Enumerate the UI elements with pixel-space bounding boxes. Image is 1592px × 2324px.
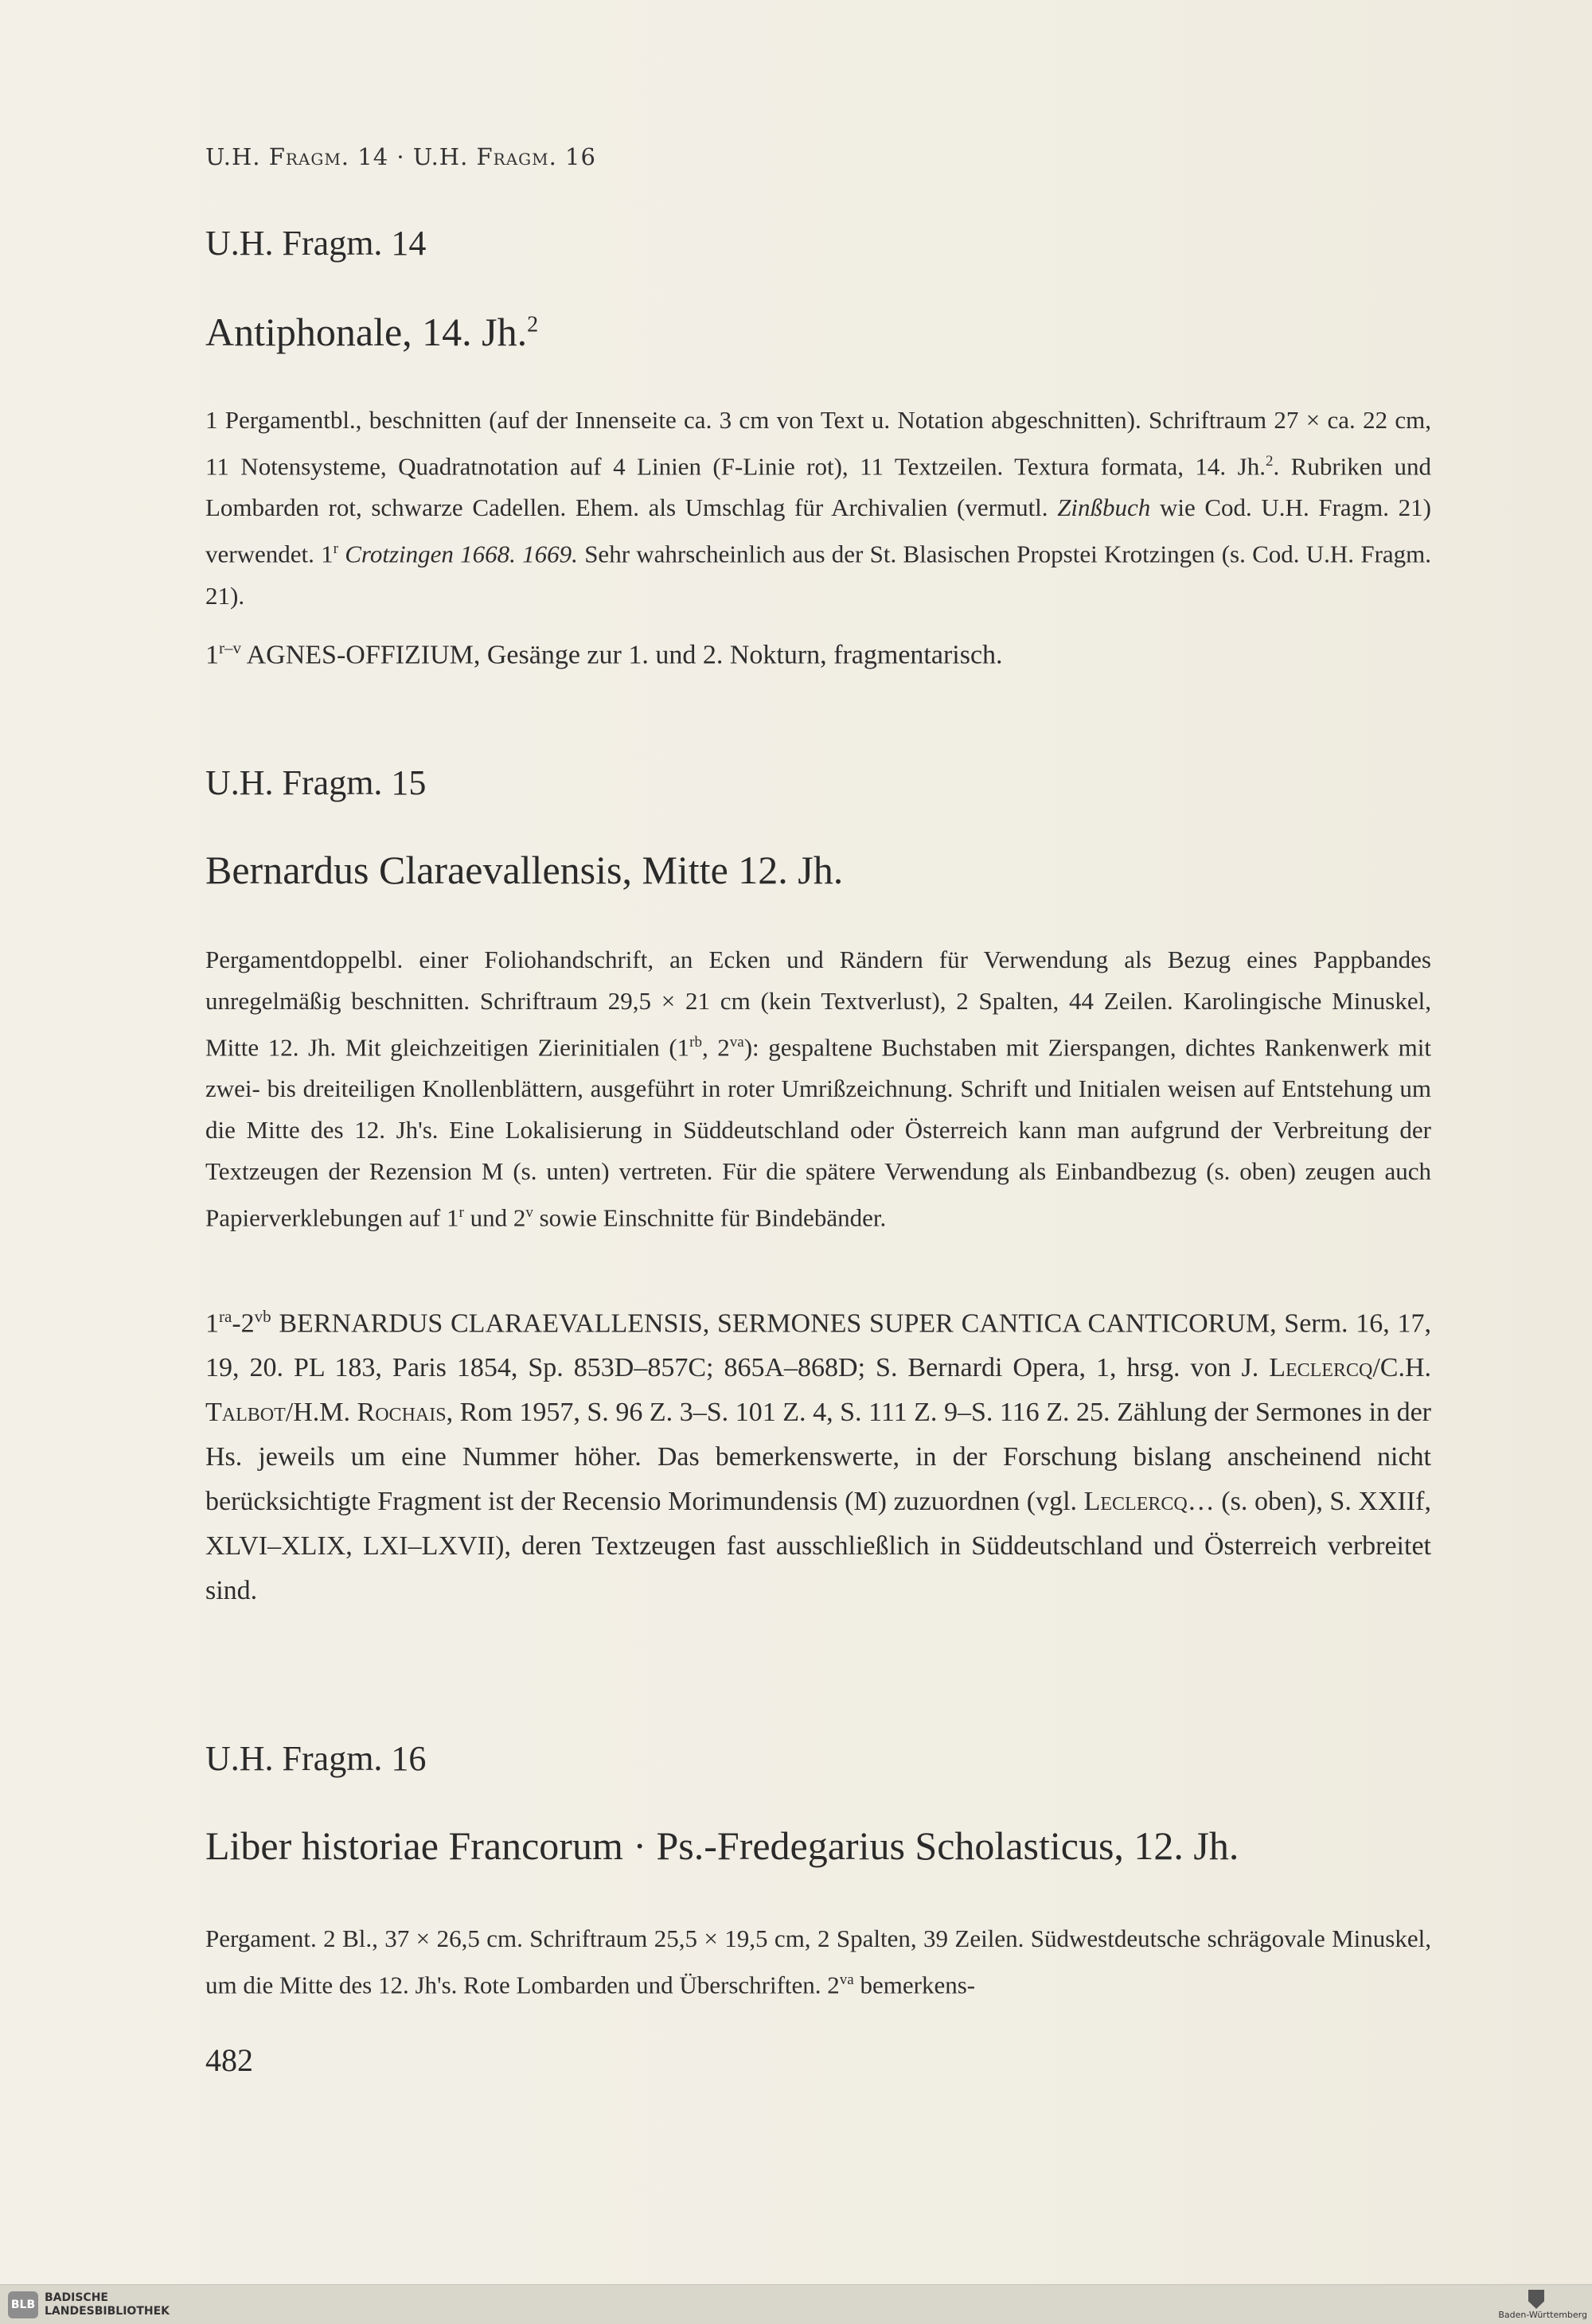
content-15-sup1: ra xyxy=(219,1307,232,1326)
desc-14-d: Sehr wahrscheinlich aus der St. Blasischen Propstei Krotzingen (s. Cod. U.H. Fragm. 21). xyxy=(205,540,1432,610)
shelfmark-fragm-16: U.H. Fragm. 16 xyxy=(205,1739,427,1778)
page-number: 482 xyxy=(205,2042,253,2078)
desc-15-sup2: va xyxy=(729,1034,744,1051)
running-head: U.H. Fragm. 14 · U.H. Fragm. 16 xyxy=(205,143,596,170)
content-15-c: BERNARDUS CLARAEVALLENSIS, SERMONES SUPER CANTICA CANTICORUM, Serm. 16, 17, 19, 20. PL 183, Paris 1854, Sp. 853D–857C; 865A–868D; S. Bernardi Opera, 1, hrsg. von xyxy=(205,1308,1431,1383)
desc-15-d: und 2 xyxy=(463,1203,526,1232)
content-fragm-14 xyxy=(205,626,1431,677)
content-15-e: … (s. oben), S. XXIIf, XLVI–XLIX, LXI–LXVII), deren Textzeugen fast ausschließlich in Süddeutschland und Österreich verbreitet sind. xyxy=(205,1487,1432,1606)
desc-14-italic-zinsbuch: Zinßbuch xyxy=(1057,493,1151,522)
desc-15-b: , 2 xyxy=(701,1033,730,1062)
desc-16-b: bemerkens- xyxy=(860,1971,976,1999)
content-fragm-15 xyxy=(205,1294,1431,1613)
desc-14-italic-crotzingen: Crotzingen 1668. 1669. xyxy=(345,540,578,568)
state-label: Baden-Württemberg xyxy=(1498,2310,1587,2320)
desc-15-c: ): gespaltene Buchstaben mit Zierspangen, dichtes Rankenwerk mit zwei- bis dreiteiligen Knollenblättern, ausgeführt in roter Umrißzeichnung. Schrift und Initialen weisen auf Entstehung um die Mitte des 12. Jh's. Eine Lokalisierung in Süddeutschland oder Österreich kann man aufgrund der Verbreitung der Textzeugen der Rezension M (s. unten) vertreten. Für die spätere Verwendung als Einbandbezug (s. oben) zeugen auch Papierverklebungen auf 1 xyxy=(205,1033,1431,1232)
content-15-d: , Rom 1957, S. 96 Z. 3–S. 101 Z. 4, S. 111 Z. 9–S. 116 Z. 25. Zählung der Sermones in der Hs. jeweils um eine Nummer höher. Das bemerkenswerte, in der Forschung bislang anscheinend nicht berücksichtigte Fragment ist der Recensio Morimundensis (M) zuzuordnen (vgl. xyxy=(205,1398,1432,1517)
desc-14-b: . Rubriken und Lombarden rot, schwarze Cadellen. Ehem. als Umschlag für Archivalien (vermutl. xyxy=(205,452,1431,522)
library-name-line1: BADISCHE xyxy=(45,2291,108,2304)
blb-logo[interactable]: BLB xyxy=(8,2291,38,2318)
desc-15-sup3: r xyxy=(458,1204,464,1222)
desc-16-a: Pergament. 2 Bl., 37 × 26,5 cm. Schriftraum 25,5 × 19,5 cm, 2 Spalten, 39 Zeilen. Südwestdeutsche schrägovale Minuskel, um die Mitte des 12. Jh's. Rote Lombarden und Überschriften. 2 xyxy=(205,1924,1431,1999)
content-15-sup2: vb xyxy=(254,1307,271,1326)
desc-14-c: wie Cod. U.H. Fragm. 21) verwendet. 1 xyxy=(205,493,1431,568)
desc-14-a: 1 Pergamentbl., beschnitten (auf der Innenseite ca. 3 cm von Text u. Notation abgeschnitten). Schriftraum 27 × ca. 22 cm, 11 Notensysteme, Quadratnotation auf 4 Linien (F-Linie rot), 11 Textzeilen. Textura formata, 14. Jh. xyxy=(205,406,1431,481)
shelfmark-fragm-15: U.H. Fragm. 15 xyxy=(205,763,427,802)
content-15-a: 1 xyxy=(205,1308,219,1339)
library-name xyxy=(45,2291,170,2318)
shelfmark-fragm-14: U.H. Fragm. 14 xyxy=(205,224,427,263)
content-14-text: AGNES-OFFIZIUM, Gesänge zur 1. und 2. Nokturn, fragmentarisch. xyxy=(241,640,1003,670)
title-fragm-15: Bernardus Claraevallensis, Mitte 12. Jh. xyxy=(205,848,844,892)
desc-16-sup: va xyxy=(839,1971,854,1988)
title-fragm-14-text: Antiphonale, 14. Jh. xyxy=(205,310,528,354)
content-14-sup: r–v xyxy=(219,638,241,657)
desc-15-a: Pergamentdoppelbl. einer Foliohandschrift, an Ecken und Rändern für Verwendung als Bezug eines Pappbandes unregelmäßig beschnitten. Schriftraum 29,5 × 21 cm (kein Textverlust), 2 Spalten, 44 Zeilen. Karolingische Minuskel, Mitte 12. Jh. Mit gleichzeitigen Zierinitialen (1 xyxy=(205,946,1431,1062)
desc-15-sup1: rb xyxy=(689,1034,702,1051)
title-fragm-16: Liber historiae Francorum · Ps.-Fredegarius Scholasticus, 12. Jh. xyxy=(205,1823,1239,1868)
title-fragm-14-sup: 2 xyxy=(527,312,539,337)
content-14-folio: 1 xyxy=(205,640,219,670)
description-fragm-14 xyxy=(205,400,1431,617)
title-fragm-14 xyxy=(205,309,538,355)
content-15-leclercq: Leclercq xyxy=(1083,1487,1188,1517)
desc-15-sup4: v xyxy=(525,1204,533,1222)
content-15-b: -2 xyxy=(232,1308,255,1339)
description-fragm-15 xyxy=(205,939,1431,1239)
library-name-line2: LANDESBIBLIOTHEK xyxy=(45,2305,170,2318)
desc-15-e: sowie Einschnitte für Bindebänder. xyxy=(533,1203,887,1232)
content-15-editors: J. Leclercq/C.H. Talbot/H.M. Rochais xyxy=(205,1353,1431,1428)
description-fragm-16 xyxy=(205,1918,1431,2006)
coat-of-arms-icon xyxy=(1528,2290,1544,2309)
viewer-footer-bar xyxy=(0,2284,1592,2324)
desc-14-sup2: r xyxy=(333,540,338,558)
desc-14-sup: 2 xyxy=(1265,453,1274,470)
